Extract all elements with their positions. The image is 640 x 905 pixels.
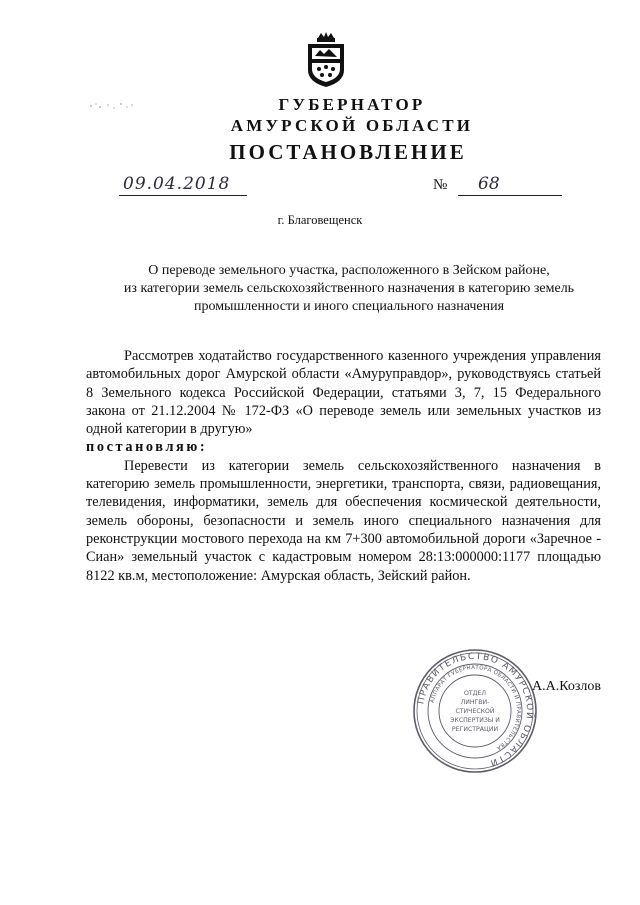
coat-of-arms-icon <box>304 32 348 88</box>
body-paragraph-preamble: Рассмотрев ходатайство государственного казенного учреждения управления автомобильных дорог Амурской области «Амуруправдор», руководствуясь статьей 8 Земельного кодекса Российской Федерации, статьями 3, 7, 15 Федерального закона от 21.12.2004 № 172-ФЗ «О переводе земель или земельных участков из одной категории в другую» <box>86 348 601 438</box>
title-line-1: О переводе земельного участка, расположенного в Зейском районе, <box>148 263 550 278</box>
document-title <box>86 262 612 316</box>
header-title-region: АМУРСКОЙ ОБЛАСТИ <box>230 116 474 135</box>
header-title-governor: ГУБЕРНАТОР <box>278 95 426 114</box>
document-body <box>86 347 601 585</box>
stamp-inner-text: АППАРАТ ГУБЕРНАТОРА ОБЛАСТИ И ПРАВИТЕЛЬСТВА <box>429 664 522 751</box>
resolve-keyword: постановляю: <box>86 439 208 456</box>
body-paragraph-decision: Перевести из категории земель сельскохозяйственного назначения в категорию земель промышленности, энергетики, транспорта, связи, радиовещания, телевидения, информатики, земель для обеспечения космической деятельности, земель обороны, безопасности и земель иного специального назначения для реконструкции мостового перехода на км 7+300 автомобильной дороги «Заречное - Сиан» земельный участок с кадастровым номером 28:13:000000:1177 площадью 8122 кв.м, местоположение: Амурская область, Зейский район. <box>86 457 601 584</box>
stamp-center-line: РЕГИСТРАЦИИ <box>451 726 499 733</box>
document-date: 09.04.2018 <box>119 172 247 196</box>
signer-name: А.А.Козлов <box>532 679 601 694</box>
title-line-3: промышленности и иного специального назначения <box>193 299 505 314</box>
document-number: 68 <box>458 172 562 196</box>
official-stamp <box>412 648 538 774</box>
title-line-2: из категории земель сельскохозяйственного назначения в категорию земель <box>123 281 575 296</box>
stamp-center-line: ЭКСПЕРТИЗЫ И <box>450 717 500 724</box>
stamp-center-line: ЛИНГВИ- <box>460 699 490 706</box>
document-type: ПОСТАНОВЛЕНИЕ <box>229 140 467 164</box>
stamp-center-line: СТИЧЕСКОЙ <box>455 708 495 715</box>
city: г. Благовещенск <box>277 213 363 227</box>
stamp-center-line: ОТДЕЛ <box>463 690 487 697</box>
stamp-outer-text: ПРАВИТЕЛЬСТВО АМУРСКОЙ ОБЛАСТИ <box>416 651 535 768</box>
number-label: № <box>433 177 448 193</box>
